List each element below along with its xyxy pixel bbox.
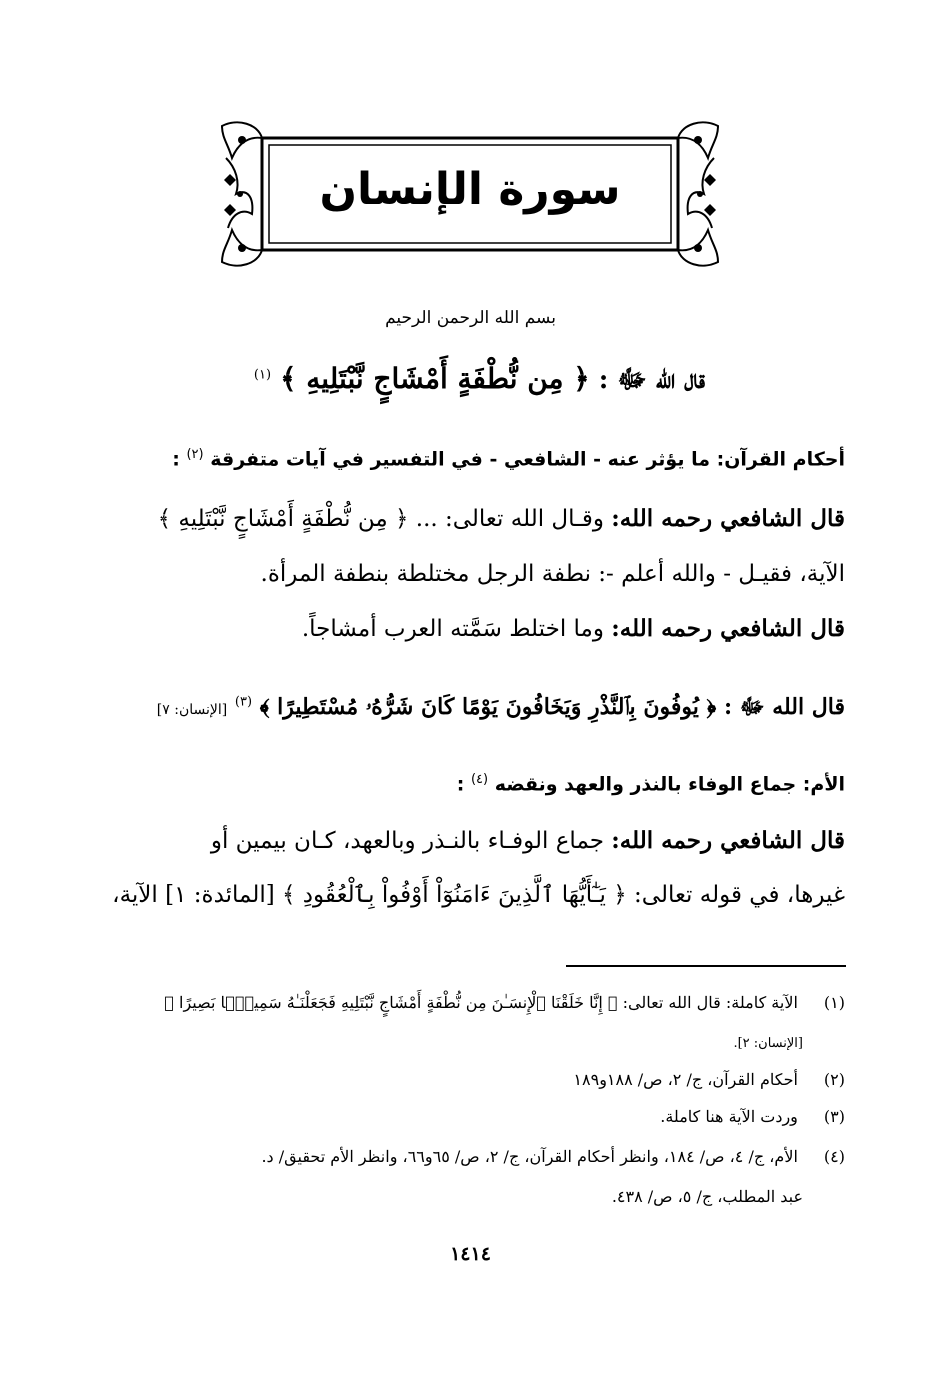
verse-2-prefix: قال الله ﷻ : — [723, 694, 845, 720]
speaker: قال الشافعي رحمه الله: — [611, 827, 845, 854]
speaker: قال الشافعي رحمه الله: — [611, 615, 845, 642]
paragraph-3-line-2: غيرها، في قوله تعالى: ﴿ يَـٰٓأَيُّهَا ٱلَّذِينَ ءَامَنُوٓاْ أَوْفُواْ بِٱلْعُقُودِ ﴾ [المائدة: ١] الآية، — [112, 882, 845, 908]
footnote-4 — [96, 1147, 845, 1166]
speaker: قال الشافعي رحمه الله: — [611, 505, 845, 532]
heading-ahkam-text: أحكام القرآن: ما يؤثر عنه - الشافعي - في التفسير في آيات متفرقة — [210, 448, 845, 471]
footnote-3 — [96, 1107, 845, 1126]
footnote-number: (١) — [823, 993, 845, 1012]
footnote-number: (٣) — [823, 1107, 845, 1126]
footnote-text: الآية كاملة: قال الله تعالى: ﴿ إِنَّا خَلَقْنَا ٱلْإِنسَـٰنَ مِن نُّطْفَةٍ أَمْشَاجٍ نَّبْتَلِيهِ فَجَعَلْنَـٰهُ سَمِيعًۢا بَصِيرًا ﴾ — [164, 993, 798, 1012]
footnote-1-continuation: [الإنسان: ٢]. — [733, 1036, 803, 1051]
verse-2-citation: [الإنسان: ٧] — [156, 702, 228, 718]
verse-2 — [96, 693, 845, 725]
verse-intro — [254, 362, 705, 401]
heading-umm-text: الأم: جماع الوفاء بالنذر والعهد ونقضه — [494, 773, 845, 796]
surah-title: سورة الإنسان — [319, 164, 621, 215]
footnote-ref-3[interactable]: (٣) — [234, 694, 253, 710]
paragraph-2-text: وما اختلط سَمَّته العرب أمشاجاً. — [301, 616, 604, 642]
verse-intro-prefix: قال الله ﷻ : — [598, 365, 705, 395]
footnote-1 — [96, 993, 845, 1012]
paragraph-3-line-1 — [96, 827, 845, 854]
basmala: بسم الله الرحمن الرحيم — [385, 308, 556, 328]
footnote-number: (٢) — [823, 1070, 845, 1089]
heading-umm — [96, 772, 845, 795]
paragraph-1-line-1 — [96, 505, 845, 532]
verse-intro-quran: ﴿ مِن نُّطْفَةٍ أَمْشَاجٍ نَّبْتَلِيهِ ﴾ — [280, 362, 590, 395]
footnote-2 — [96, 1070, 845, 1089]
footnote-number: (٤) — [823, 1147, 845, 1166]
heading-ahkam — [96, 447, 845, 470]
footnote-text: أحكام القرآن، ج/ ٢، ص/ ١٨٨و١٨٩ — [573, 1070, 798, 1089]
footnote-ref-2[interactable]: (٢) — [186, 447, 204, 462]
paragraph-2 — [96, 615, 845, 642]
heading-ahkam-suffix: : — [172, 448, 180, 471]
title-frame — [218, 118, 722, 270]
page-number: ١٤١٤ — [450, 1243, 491, 1265]
footnote-ref-1[interactable]: (١) — [253, 367, 272, 383]
footnote-text: الأم، ج/ ٤، ص/ ١٨٤، وانظر أحكام القرآن، ج/ ٢، ص/ ٦٥و٦٦، وانظر الأم تحقيق/ د. — [261, 1147, 798, 1166]
verse-2-quran: ﴿ يُوفُونَ بِٱلنَّذْرِ وَيَخَافُونَ يَوْمًا كَانَ شَرُّهُۥ مُسْتَطِيرًا ﴾ — [259, 694, 717, 720]
footnote-4-continuation: عبد المطلب، ج/ ٥، ص/ ٤٣٨. — [611, 1187, 803, 1206]
paragraph-1-line-2: الآية، فقيـل - والله أعلم -: نطفة الرجل مختلطة بنطفة المرأة. — [260, 561, 845, 587]
footnote-separator — [566, 965, 846, 967]
footnote-ref-4[interactable]: (٤) — [470, 772, 489, 787]
heading-umm-suffix: : — [456, 773, 465, 796]
paragraph-3-text-1: جماع الوفـاء بالنـذر وبالعهد، كـان بيمين أو — [210, 828, 604, 854]
footnote-text: وردت الآية هنا كاملة. — [660, 1107, 798, 1126]
paragraph-1-text-1: وقـال الله تعالى: ... ﴿ مِن نُّطْفَةٍ أَمْشَاجٍ نَّبْتَلِيهِ ﴾ — [157, 506, 604, 532]
